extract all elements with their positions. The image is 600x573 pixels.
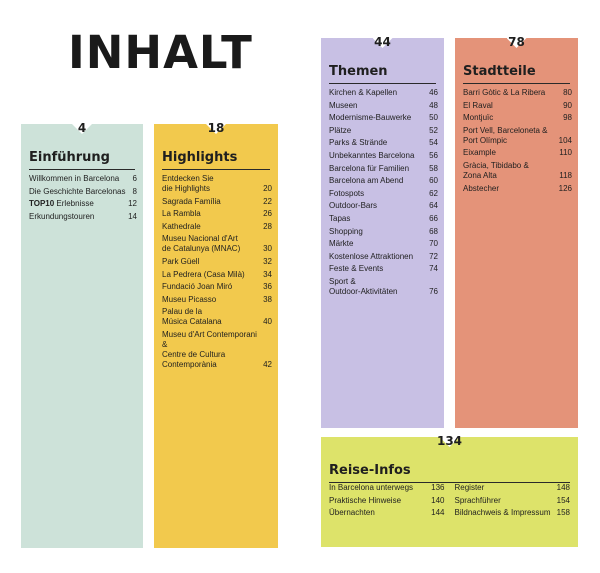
toc-entry-page: 76 — [429, 286, 438, 296]
toc-entry-page: 60 — [429, 176, 438, 186]
toc-entry[interactable] — [162, 209, 272, 219]
toc-entry-page: 140 — [431, 495, 445, 505]
section-reise-infos — [321, 434, 578, 547]
toc-entry[interactable] — [29, 187, 137, 197]
toc-entry-page: 52 — [429, 125, 438, 135]
toc-entry-page: 30 — [263, 244, 272, 254]
toc-entry[interactable] — [329, 239, 438, 249]
toc-entry[interactable] — [455, 508, 571, 518]
toc-entry[interactable] — [329, 126, 438, 136]
toc-list-right — [455, 483, 571, 521]
toc-columns — [329, 483, 570, 521]
section-heading: Themen — [329, 64, 436, 84]
toc-entry-page: 98 — [563, 113, 572, 123]
toc-entry-label: Bildnachweis & Impressum — [454, 508, 551, 518]
toc-entry-page: 32 — [263, 256, 272, 266]
toc-entry-page: 90 — [563, 100, 572, 110]
toc-entry-page: 46 — [429, 88, 438, 97]
toc-entry-label: Kirchen & Kapellen — [329, 88, 398, 97]
toc-entry[interactable] — [463, 184, 572, 194]
toc-entry[interactable] — [455, 496, 571, 506]
toc-entry-label: Fundació Joan Miró — [162, 282, 233, 292]
toc-entry[interactable] — [329, 264, 438, 274]
section-themen — [321, 35, 444, 428]
toc-list-left — [329, 483, 445, 521]
toc-entry-label: Barcelona am Abend — [329, 176, 404, 186]
toc-entry-page: 136 — [431, 483, 445, 492]
toc-entry-page: 66 — [429, 213, 438, 223]
toc-entry-page: 28 — [263, 221, 272, 231]
toc-entry-page: 70 — [429, 239, 438, 249]
toc-entry-page: 62 — [429, 188, 438, 198]
toc-entry-label: TOP10 Erlebnisse — [29, 199, 94, 209]
toc-entry-label: Eixample — [463, 148, 496, 158]
toc-entry-label: Entdecken Sie die Highlights — [162, 174, 214, 193]
toc-entry-label: Modernisme-Bauwerke — [329, 113, 412, 123]
section-page-number: 78 — [508, 35, 525, 49]
toc-entry-label: Museu Picasso — [162, 294, 217, 304]
toc-entry[interactable] — [162, 222, 272, 232]
toc-entry[interactable] — [329, 101, 438, 111]
toc-entry[interactable] — [162, 257, 272, 267]
toc-entry[interactable] — [329, 138, 438, 148]
toc-entry-page: 56 — [429, 150, 438, 160]
toc-entry[interactable] — [29, 199, 137, 209]
toc-entry-label: Willkommen in Barcelona — [29, 174, 120, 183]
section-heading: Einführung — [29, 150, 135, 170]
section-heading: Reise-Infos — [329, 463, 570, 483]
toc-entry-label: Shopping — [329, 226, 363, 236]
toc-entry[interactable] — [329, 277, 438, 297]
toc-entry-label: Port Vell, Barceloneta & Port Olímpic — [463, 125, 548, 145]
toc-entry-page: 104 — [558, 135, 572, 145]
toc-entry-label: Montjuïc — [463, 113, 494, 123]
toc-entry-page: 126 — [558, 183, 572, 193]
section-heading: Highlights — [162, 150, 270, 170]
toc-entry-page: 8 — [132, 186, 137, 196]
toc-entry[interactable] — [463, 161, 572, 181]
toc-entry[interactable] — [463, 101, 572, 111]
toc-entry-page: 118 — [559, 170, 572, 180]
toc-entry[interactable] — [329, 88, 438, 98]
toc-entry-label: Märkte — [329, 239, 354, 249]
toc-entry-label: Die Geschichte Barcelonas — [29, 186, 126, 196]
toc-entry-label: Sport & Outdoor-Aktivitäten — [329, 276, 398, 296]
toc-entry[interactable] — [29, 174, 137, 184]
toc-entry-label: Museu Nacional d'Art de Catalunya (MNAC) — [162, 234, 241, 254]
toc-entry-page: 144 — [431, 508, 445, 518]
toc-entry-label: Sagrada Família — [162, 196, 221, 206]
toc-entry-page: 22 — [263, 196, 272, 206]
toc-entry-label: Parks & Strände — [329, 138, 388, 148]
toc-entry[interactable] — [162, 282, 272, 292]
toc-entry-page: 12 — [128, 199, 137, 209]
toc-entry-label: Palau de la Música Catalana — [162, 307, 222, 327]
toc-entry-page: 40 — [263, 317, 272, 327]
toc-entry-page: 72 — [429, 251, 438, 261]
toc-entry-page: 110 — [559, 148, 572, 158]
toc-entry-label: Sprachführer — [454, 495, 501, 505]
toc-entry-page: 14 — [128, 211, 137, 221]
toc-entry[interactable] — [162, 330, 272, 370]
toc-entry-label: El Raval — [463, 100, 493, 110]
toc-entry-label: Übernachten — [329, 508, 375, 518]
toc-entry-label: La Pedrera (Casa Milà) — [162, 269, 245, 279]
toc-entry-page: 158 — [556, 508, 570, 518]
toc-entry-label: Unbekanntes Barcelona — [329, 150, 415, 160]
toc-entry-page: 54 — [429, 138, 438, 148]
toc-entry-label: Register — [454, 483, 485, 492]
section-heading: Stadtteile — [463, 64, 570, 84]
toc-entry-page: 154 — [556, 495, 570, 505]
toc-entry-label: Gràcia, Tibidabo & Zona Alta — [463, 160, 529, 180]
section-einfuehrung — [21, 121, 143, 548]
section-page-number: 44 — [374, 35, 391, 49]
toc-entry[interactable] — [329, 151, 438, 161]
toc-entry-page: 58 — [429, 163, 438, 173]
toc-entry[interactable] — [329, 483, 445, 493]
toc-list — [29, 174, 137, 224]
toc-entry[interactable] — [162, 270, 272, 280]
toc-entry-label: Praktische Hinweise — [329, 495, 402, 505]
toc-entry-label: In Barcelona unterwegs — [329, 483, 414, 492]
toc-entry-page: 38 — [263, 294, 272, 304]
toc-entry-page: 6 — [132, 174, 137, 183]
toc-entry-label: Plätze — [329, 125, 352, 135]
toc-list — [162, 174, 272, 373]
toc-entry[interactable] — [162, 295, 272, 305]
toc-entry[interactable] — [162, 307, 272, 327]
toc-entry-label: Barri Gòtic & La Ribera — [463, 88, 546, 97]
toc-entry-label: Tapas — [329, 213, 351, 223]
toc-entry[interactable] — [329, 214, 438, 224]
toc-entry[interactable] — [29, 212, 137, 222]
toc-entry-label: Feste & Events — [329, 264, 384, 274]
toc-entry[interactable] — [463, 88, 572, 98]
toc-entry-page: 42 — [263, 359, 272, 369]
page-title: INHALT — [68, 26, 253, 79]
toc-entry[interactable] — [329, 201, 438, 211]
toc-entry-label: Museen — [329, 100, 358, 110]
toc-entry-page: 50 — [429, 113, 438, 123]
toc-entry-label: Fotospots — [329, 188, 365, 198]
toc-entry[interactable] — [329, 176, 438, 186]
toc-list — [329, 88, 438, 300]
toc-entry-label: Erkundungstouren — [29, 211, 95, 221]
toc-entry-page: 74 — [429, 264, 438, 274]
section-page-number: 18 — [207, 121, 225, 135]
toc-entry[interactable] — [463, 113, 572, 123]
toc-entry-page: 34 — [263, 269, 272, 279]
toc-entry[interactable] — [329, 113, 438, 123]
toc-entry[interactable] — [455, 483, 571, 493]
toc-entry-page: 26 — [263, 209, 272, 219]
toc-entry[interactable] — [162, 174, 272, 194]
section-page-number: 4 — [77, 121, 87, 135]
toc-entry[interactable] — [329, 508, 445, 518]
toc-entry-label: Kostenlose Attraktionen — [329, 251, 414, 261]
toc-entry[interactable] — [463, 126, 572, 146]
toc-entry[interactable] — [329, 227, 438, 237]
toc-entry[interactable] — [329, 164, 438, 174]
toc-entry-label: Abstecher — [463, 183, 500, 193]
toc-entry-page: 64 — [429, 201, 438, 211]
toc-list — [463, 88, 572, 196]
section-highlights — [154, 121, 278, 548]
toc-entry-label: Park Güell — [162, 256, 200, 266]
toc-entry[interactable] — [329, 252, 438, 262]
toc-entry-label: La Rambla — [162, 209, 201, 219]
toc-entry[interactable] — [162, 197, 272, 207]
toc-entry-page: 80 — [563, 88, 572, 97]
toc-entry-label: Kathedrale — [162, 221, 201, 231]
toc-entry[interactable] — [463, 148, 572, 158]
toc-entry[interactable] — [329, 189, 438, 199]
toc-entry-label: Barcelona für Familien — [329, 163, 410, 173]
toc-entry-label: Museu d'Art Contemporani & Centre de Cultura Contemporània — [162, 329, 257, 369]
toc-entry[interactable] — [329, 496, 445, 506]
toc-entry-label: Outdoor-Bars — [329, 201, 378, 211]
toc-entry-page: 148 — [556, 483, 570, 492]
toc-entry-page: 20 — [263, 184, 272, 193]
section-stadtteile — [455, 35, 578, 428]
toc-entry-page: 36 — [263, 282, 272, 292]
toc-entry-page: 48 — [429, 100, 438, 110]
toc-entry[interactable] — [162, 234, 272, 254]
section-page-number: 134 — [436, 434, 463, 448]
toc-entry-page: 68 — [429, 226, 438, 236]
